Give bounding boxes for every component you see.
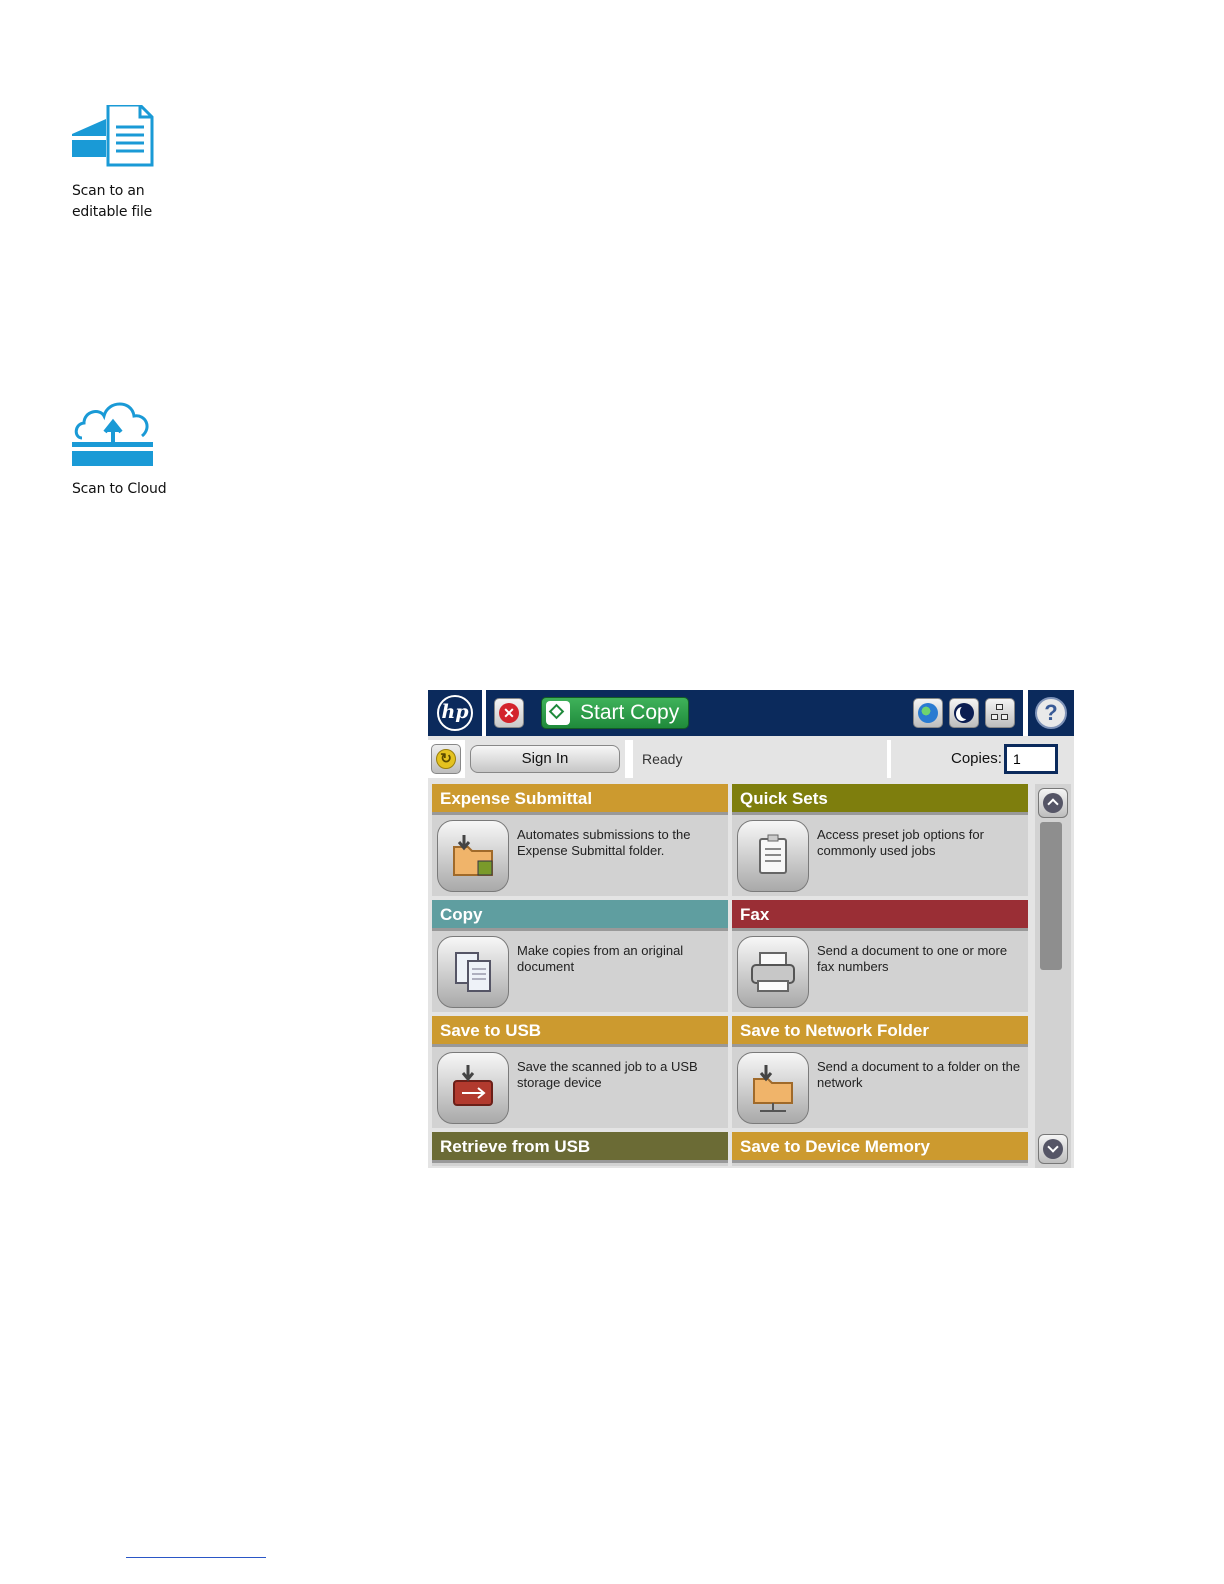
help-area — [1028, 690, 1074, 736]
stop-button[interactable] — [494, 698, 524, 728]
status-bar — [428, 740, 1074, 778]
quick-sets-clipboard-icon — [737, 820, 809, 892]
start-icon — [546, 701, 570, 725]
usb-save-icon — [437, 1052, 509, 1124]
tile-title: Expense Submittal — [432, 784, 728, 815]
fax-machine-icon — [737, 936, 809, 1008]
footnote-rule — [126, 1557, 266, 1558]
sleep-button[interactable] — [949, 698, 979, 728]
tile-title: Save to Network Folder — [732, 1016, 1028, 1047]
tile-save-to-device-memory[interactable] — [732, 1132, 1028, 1166]
home-button[interactable] — [428, 690, 482, 736]
copies-input[interactable] — [1004, 744, 1058, 774]
tile-title: Quick Sets — [732, 784, 1028, 815]
top-bar — [428, 690, 1074, 736]
tile-save-to-network-folder[interactable] — [732, 1016, 1028, 1128]
reset-icon: ↻ — [436, 749, 456, 769]
scan-to-cloud-label: Scan to Cloud — [72, 481, 167, 497]
tile-description: Access preset job options for commonly used jobs — [817, 827, 984, 858]
status-message: Ready — [633, 740, 887, 778]
scan-to-editable-file-label: Scan to an editable file — [72, 183, 153, 220]
tile-title: Save to USB — [432, 1016, 728, 1047]
copies-label: Copies: — [951, 750, 1002, 767]
scan-to-cloud-icon — [72, 398, 154, 466]
scroll-down-button[interactable] — [1038, 1134, 1068, 1164]
scrollbar[interactable] — [1035, 784, 1071, 1168]
tile-retrieve-from-usb[interactable] — [432, 1132, 728, 1166]
printer-control-panel — [428, 690, 1074, 1168]
moon-icon — [954, 703, 974, 723]
scan-to-editable-file-icon — [72, 105, 154, 167]
tile-description: Save the scanned job to a USB storage device — [517, 1059, 698, 1090]
sign-in-area — [465, 740, 625, 778]
copies-area — [891, 740, 1074, 778]
tile-description: Make copies from an original document — [517, 943, 684, 974]
network-button[interactable] — [985, 698, 1015, 728]
tile-save-to-usb[interactable] — [432, 1016, 728, 1128]
tile-title: Copy — [432, 900, 728, 931]
hp-logo: hp — [437, 695, 473, 731]
expense-folder-icon — [437, 820, 509, 892]
tile-expense-submittal[interactable] — [432, 784, 728, 896]
scroll-up-button[interactable] — [1038, 788, 1068, 818]
tile-copy[interactable] — [432, 900, 728, 1012]
tile-quick-sets[interactable] — [732, 784, 1028, 896]
tile-description: Automates submissions to the Expense Submittal folder. — [517, 827, 691, 858]
tile-title: Fax — [732, 900, 1028, 931]
globe-icon — [918, 703, 938, 723]
language-button[interactable] — [913, 698, 943, 728]
chevron-down-icon — [1043, 1139, 1063, 1159]
stop-icon: ✕ — [499, 703, 519, 723]
network-folder-icon — [737, 1052, 809, 1124]
network-icon — [991, 704, 1009, 722]
tile-description: Send a document to one or more fax numbers — [817, 943, 1008, 974]
tile-description: Send a document to a folder on the network — [817, 1059, 1021, 1090]
help-button[interactable]: ? — [1035, 697, 1067, 729]
start-copy-label: Start Copy — [580, 701, 680, 724]
reset-button[interactable] — [431, 744, 461, 774]
tile-title: Retrieve from USB — [432, 1132, 728, 1163]
sign-in-button[interactable]: Sign In — [470, 745, 620, 773]
scroll-thumb[interactable] — [1040, 822, 1062, 970]
copy-pages-icon — [437, 936, 509, 1008]
start-copy-button[interactable] — [541, 697, 689, 729]
tile-fax[interactable] — [732, 900, 1028, 1012]
tile-title: Save to Device Memory — [732, 1132, 1028, 1163]
chevron-up-icon — [1043, 793, 1063, 813]
